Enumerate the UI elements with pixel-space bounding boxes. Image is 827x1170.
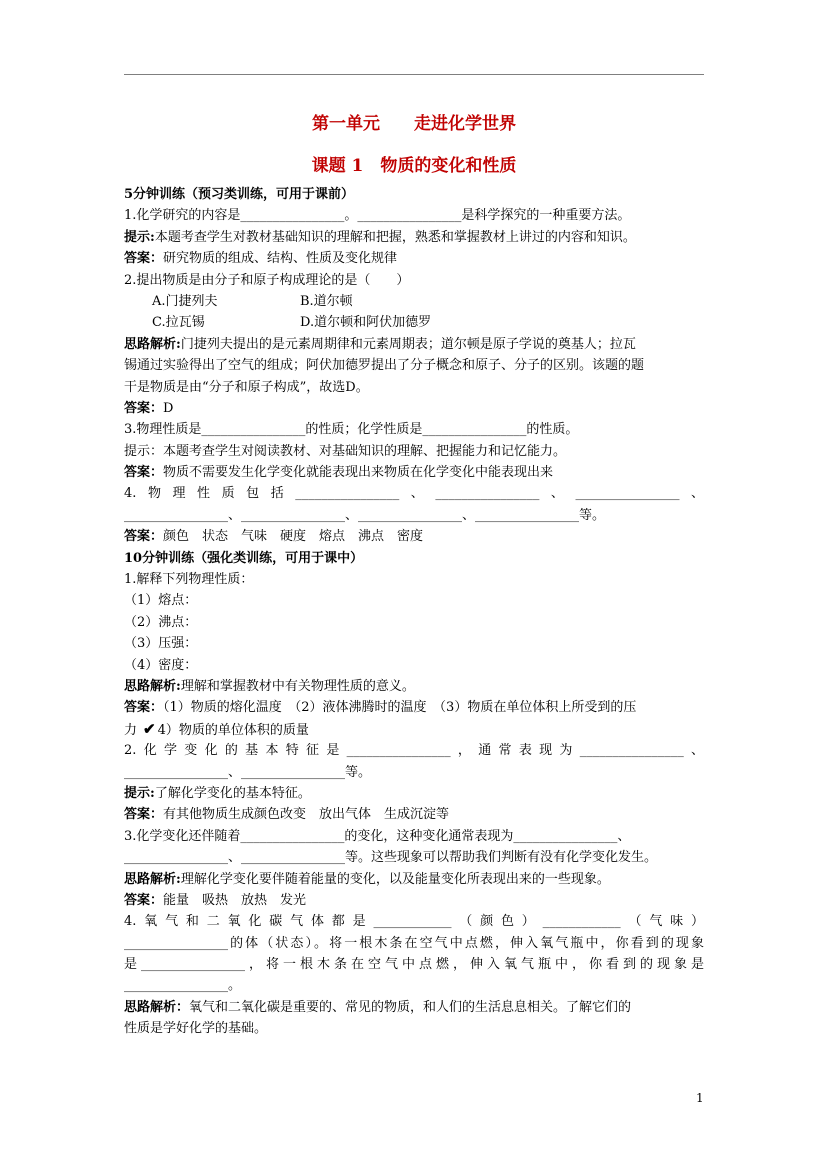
line-text: 颜色 状态 气味 硬度 熔点 沸点 密度 bbox=[163, 529, 424, 545]
line-text: ________________。 bbox=[124, 978, 242, 994]
line-label: 提示: bbox=[124, 229, 155, 245]
line-text: 有其他物质生成颜色改变 放出气体 生成沉淀等 bbox=[163, 807, 450, 823]
line-text: 性质是学好化学的基础。 bbox=[124, 1021, 268, 1037]
line-text: 氧气和二氧化碳是重要的、常见的物质，和人们的生活息息相关。了解它们的 bbox=[189, 999, 632, 1015]
text-line-q6b bbox=[124, 762, 704, 783]
line-text: 物质不需要发生化学变化就能表现出来物质在化学变化中能表现出来 bbox=[163, 465, 554, 481]
line-text: 门捷列夫提出的是元素周期律和元素周期表；道尔顿是原子学说的奠基人；拉瓦 bbox=[180, 336, 636, 352]
line-text: 1.解释下列物理性质： bbox=[124, 572, 254, 588]
line-text: ________________、________________、________________、________________等。 bbox=[124, 507, 606, 523]
text-line-e7 bbox=[124, 869, 704, 890]
text-line-q3 bbox=[124, 419, 704, 440]
option-left: C.拉瓦锡 bbox=[152, 315, 205, 331]
text-line-q5b bbox=[124, 612, 704, 633]
text-line-q5a bbox=[124, 590, 704, 611]
text-line-q5d bbox=[124, 655, 704, 676]
text-line-a2 bbox=[124, 398, 704, 419]
text-line-q8a bbox=[124, 911, 704, 932]
text-line-q5c bbox=[124, 633, 704, 654]
text-line-a3 bbox=[124, 462, 704, 483]
line-text: 理解化学变化要伴随着能量的变化，以及能量变化所表现出来的一些现象。 bbox=[180, 871, 610, 887]
line-text: 力 bbox=[124, 722, 138, 738]
line-label: 答案： bbox=[124, 465, 164, 481]
text-line-q4a bbox=[124, 483, 704, 504]
line-text: 本题考查学生对教材基础知识的理解和把握，熟悉和掌握教材上讲过的内容和知识。 bbox=[154, 229, 636, 245]
text-line-h6 bbox=[124, 783, 704, 804]
line-text: ________________、________________等。这些现象可以帮助我们判断有没有化学变化发生。 bbox=[124, 850, 658, 866]
line-text: （1）熔点： bbox=[124, 593, 198, 609]
line-label: 思路解析： bbox=[124, 999, 190, 1015]
text-line-q1 bbox=[124, 205, 704, 226]
text-line-s2 bbox=[124, 548, 704, 569]
text-line-e2b bbox=[124, 355, 704, 376]
line-text: 3.物理性质是________________的性质；化学性质是________________的性质。 bbox=[124, 422, 579, 438]
line-text: （4）密度： bbox=[124, 657, 198, 673]
line-label: 5分钟训练（预习类训练，可用于课前） bbox=[124, 187, 355, 202]
line-label: 答案： bbox=[124, 251, 164, 267]
text-line-e2a bbox=[124, 334, 704, 355]
unit-title-number: 第一单元 bbox=[312, 114, 380, 134]
line-text: （3）压强： bbox=[124, 636, 198, 652]
line-text: ________________的体（状态）。将一根木条在空气中点燃，伸入氧气瓶中，你看到的现象 bbox=[124, 935, 704, 951]
text-line-q8c bbox=[124, 954, 704, 975]
header-rule bbox=[124, 74, 704, 75]
text-line-e8a bbox=[124, 997, 704, 1018]
line-text: 4.氧气和二氧化碳气体都是____________（颜色）____________（气味） bbox=[124, 914, 704, 930]
line-text: 了解化学变化的基本特征。 bbox=[154, 785, 311, 801]
text-line-o2a bbox=[124, 291, 704, 312]
text-line-q8b bbox=[124, 933, 704, 954]
text-line-a1 bbox=[124, 248, 704, 269]
line-label: 思路解析: bbox=[124, 336, 181, 352]
line-text: 锡通过实验得出了空气的组成；阿伏加德罗提出了分子概念和原子、分子的区别。该题的题 bbox=[124, 358, 645, 374]
line-text: 是________________，将一根木条在空气中点燃，伸入氧气瓶中，你看到的现象是 bbox=[124, 957, 704, 973]
checkmark-icon: ✔ bbox=[143, 719, 156, 738]
text-line-o2c bbox=[124, 312, 704, 333]
line-text: D bbox=[163, 400, 174, 416]
line-label: 思路解析: bbox=[124, 678, 181, 694]
line-text: 干是物质是由“分子和原子构成”，故选D。 bbox=[124, 379, 369, 395]
line-label: 思路解析: bbox=[124, 871, 181, 887]
text-line-e2c bbox=[124, 377, 704, 398]
line-text: （2）沸点： bbox=[124, 614, 198, 630]
text-line-e8b bbox=[124, 1018, 704, 1039]
line-text: ________________、________________等。 bbox=[124, 764, 372, 780]
text-line-a4 bbox=[124, 526, 704, 547]
text-line-e5 bbox=[124, 676, 704, 697]
text-line-a5a bbox=[124, 697, 704, 718]
unit-title bbox=[124, 114, 704, 134]
option-right: D.道尔顿和阿伏加德罗 bbox=[300, 315, 432, 331]
page-number: 1 bbox=[696, 1091, 704, 1105]
lesson-title: 课题 1 物质的变化和性质 bbox=[311, 156, 517, 176]
text-line-q6a bbox=[124, 740, 704, 761]
option-right: B.道尔顿 bbox=[300, 293, 353, 309]
line-text: 3.化学变化还伴随着________________的变化，这种变化通常表现为________________、 bbox=[124, 828, 631, 844]
line-label: 答案： bbox=[124, 700, 164, 716]
line-text: 1.化学研究的内容是________________。________________是科学探究的一种重要方法。 bbox=[124, 208, 631, 224]
text-line-a5b bbox=[124, 719, 704, 740]
line-text-continued: 4）物质的单位体积的质量 bbox=[157, 722, 309, 738]
text-line-q7a bbox=[124, 826, 704, 847]
line-label: 答案： bbox=[124, 892, 164, 908]
text-line-s1 bbox=[124, 184, 704, 205]
title-block bbox=[124, 114, 704, 176]
line-text: 4.物理性质包括________________、________________、________________、 bbox=[124, 486, 704, 502]
line-text: 2.提出物质是由分子和原子构成理论的是（ ） bbox=[124, 272, 410, 288]
text-line-q7b bbox=[124, 847, 704, 868]
text-line-q2 bbox=[124, 270, 704, 291]
line-text: 理解和掌握教材中有关物理性质的意义。 bbox=[180, 678, 415, 694]
line-text: 能量 吸热 放热 发光 bbox=[163, 892, 307, 908]
line-label: 答案： bbox=[124, 400, 164, 416]
text-line-h3 bbox=[124, 441, 704, 462]
text-line-q8d bbox=[124, 975, 704, 996]
line-label: 答案： bbox=[124, 807, 164, 823]
text-line-a7 bbox=[124, 890, 704, 911]
text-line-q4b bbox=[124, 505, 704, 526]
line-text: （1）物质的熔化温度 （2）液体沸腾时的温度 （3）物质在单位体积上所受到的压 bbox=[163, 700, 637, 716]
line-text: 研究物质的组成、结构、性质及变化规律 bbox=[163, 251, 398, 267]
text-line-h1 bbox=[124, 227, 704, 248]
unit-title-name: 走进化学世界 bbox=[414, 114, 516, 134]
option-left: A.门捷列夫 bbox=[152, 293, 218, 309]
document-body bbox=[124, 184, 704, 1040]
text-line-a6 bbox=[124, 804, 704, 825]
line-label: 答案： bbox=[124, 529, 164, 545]
text-line-q5 bbox=[124, 569, 704, 590]
line-label: 提示: bbox=[124, 785, 155, 801]
line-label: 10分钟训练（强化类训练，可用于课中） bbox=[124, 550, 364, 566]
line-text: 2.化学变化的基本特征是________________，通常表现为________________、 bbox=[124, 743, 704, 759]
line-text: 提示：本题考查学生对阅读教材、对基础知识的理解、把握能力和记忆能力。 bbox=[124, 443, 567, 459]
